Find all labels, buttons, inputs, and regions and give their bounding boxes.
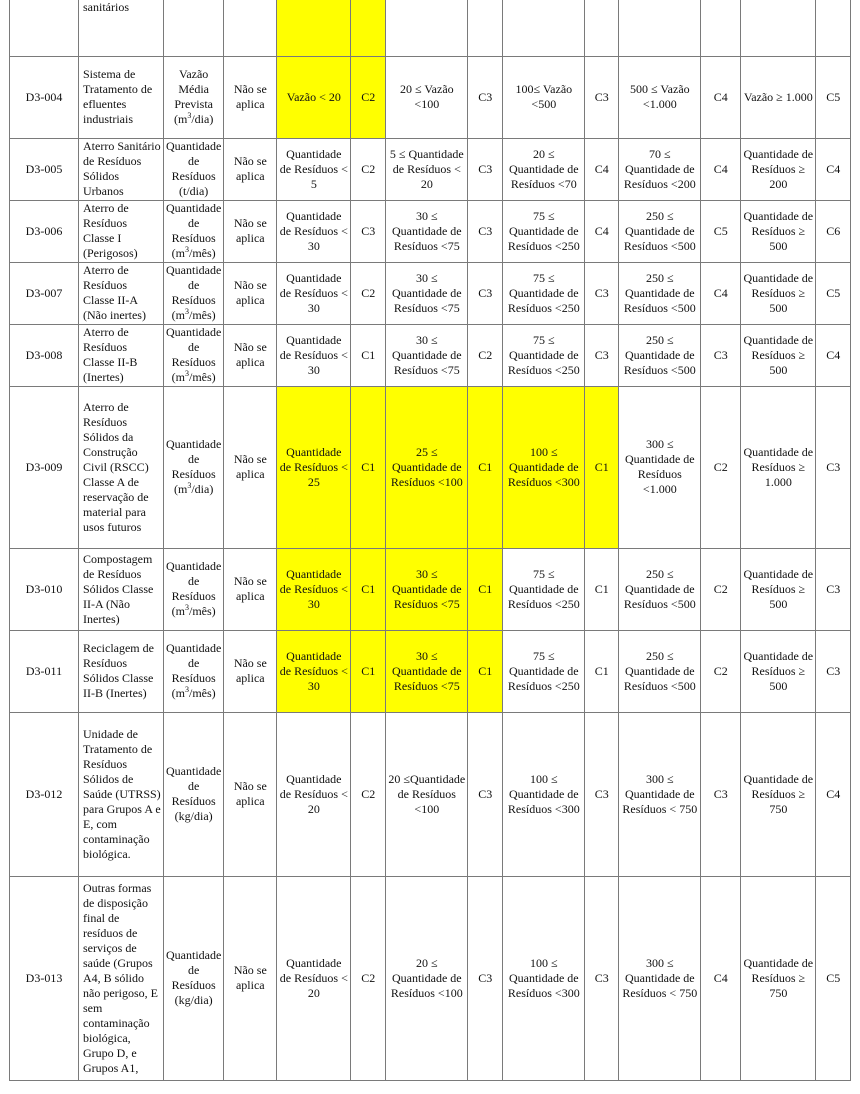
measurement-parameter: [164, 138, 224, 200]
small-size-criteria: Não se aplica: [224, 630, 277, 712]
small-size-criteria: [224, 0, 277, 56]
table-row: [10, 0, 851, 56]
activity-description: Unidade de Tratamento de Resíduos Sólidos de Saúde (UTRSS) para Grupos A e E, com contaminação biológica.: [79, 712, 164, 876]
range-class: C1: [468, 548, 503, 630]
range-class: C3: [468, 262, 503, 324]
parameter-label: Quantidade de Resíduos: [166, 764, 222, 808]
activity-code: D3-005: [10, 138, 79, 200]
parameter-label: Quantidade de Resíduos: [166, 325, 222, 369]
range-class: C3: [701, 712, 741, 876]
range-criteria: Quantidade de Resíduos ≥ 200: [741, 138, 816, 200]
range-class: C3: [585, 712, 619, 876]
unit-exponent: 3: [184, 245, 189, 254]
range-criteria: 25 ≤ Quantidade de Resíduos <100: [386, 386, 468, 548]
small-size-criteria: Não se aplica: [224, 876, 277, 1080]
range-criteria: Quantidade de Resíduos ≥ 750: [741, 876, 816, 1080]
activity-classification-table: [9, 0, 851, 1081]
range-criteria: Quantidade de Resíduos ≥ 500: [741, 630, 816, 712]
range-criteria: 75 ≤ Quantidade de Resíduos <250: [503, 548, 585, 630]
range-criteria: [277, 0, 351, 56]
parameter-unit: [179, 184, 208, 198]
range-criteria: 20 ≤ Quantidade de Resíduos <100: [386, 876, 468, 1080]
range-class: C3: [468, 138, 503, 200]
range-criteria: 100 ≤ Quantidade de Resíduos <300: [503, 386, 585, 548]
unit-exponent: 3: [184, 307, 189, 316]
activity-description: Aterro de Resíduos Sólidos da Construção Civil (RSCC) Classe A de reservação de material para usos futuros: [79, 386, 164, 548]
range-criteria: Quantidade de Resíduos ≥ 500: [741, 200, 816, 262]
range-class: [468, 0, 503, 56]
range-criteria: 250 ≤ Quantidade de Resíduos <500: [619, 200, 701, 262]
unit-end: /mês): [188, 308, 216, 322]
range-criteria: Quantidade de Resíduos < 20: [277, 712, 351, 876]
range-criteria: 30 ≤ Quantidade de Resíduos <75: [386, 324, 468, 386]
parameter-unit: [174, 112, 213, 126]
range-criteria: Quantidade de Resíduos < 5: [277, 138, 351, 200]
range-criteria: Quantidade de Resíduos ≥ 750: [741, 712, 816, 876]
range-criteria: 100 ≤ Quantidade de Resíduos <300: [503, 712, 585, 876]
small-size-criteria: Não se aplica: [224, 548, 277, 630]
unit-base: (m: [173, 112, 188, 126]
measurement-parameter: [164, 712, 224, 876]
range-class: C5: [701, 200, 741, 262]
measurement-parameter: [164, 630, 224, 712]
range-class: C4: [585, 138, 619, 200]
range-criteria: [741, 0, 816, 56]
activity-code: [10, 0, 79, 56]
range-class: C3: [468, 56, 503, 138]
range-class: C3: [816, 630, 851, 712]
range-criteria: Quantidade de Resíduos < 20: [277, 876, 351, 1080]
unit-end: /mês): [188, 370, 216, 384]
unit-base: (m: [171, 246, 185, 260]
range-criteria: 75 ≤ Quantidade de Resíduos <250: [503, 262, 585, 324]
unit-exponent: 3: [187, 481, 192, 490]
range-criteria: 30 ≤ Quantidade de Resíduos <75: [386, 548, 468, 630]
parameter-unit: [172, 308, 216, 322]
unit-exponent: 3: [184, 603, 189, 612]
range-class: C1: [351, 324, 386, 386]
table-row: [10, 712, 851, 876]
parameter-label: Quantidade de Resíduos: [166, 948, 222, 992]
range-class: C3: [468, 876, 503, 1080]
table-row: [10, 324, 851, 386]
range-criteria: Quantidade de Resíduos ≥ 500: [741, 262, 816, 324]
table-row: [10, 56, 851, 138]
range-class: C2: [351, 262, 386, 324]
range-criteria: 30 ≤ Quantidade de Resíduos <75: [386, 262, 468, 324]
range-class: C4: [816, 712, 851, 876]
range-criteria: 75 ≤ Quantidade de Resíduos <250: [503, 200, 585, 262]
range-class: C3: [816, 386, 851, 548]
range-criteria: 20 ≤ Quantidade de Resíduos <70: [503, 138, 585, 200]
unit-end: /dia): [191, 482, 214, 496]
range-criteria: 250 ≤ Quantidade de Resíduos <500: [619, 630, 701, 712]
small-size-criteria: Não se aplica: [224, 200, 277, 262]
activity-description: Reciclagem de Resíduos Sólidos Classe II-B (Inertes): [79, 630, 164, 712]
range-class: C1: [351, 630, 386, 712]
range-criteria: 100 ≤ Quantidade de Resíduos <300: [503, 876, 585, 1080]
activity-code: D3-004: [10, 56, 79, 138]
table-row: [10, 138, 851, 200]
parameter-unit: [175, 809, 213, 823]
parameter-label: Quantidade de Resíduos: [166, 263, 222, 307]
parameter-label: Quantidade de Resíduos: [166, 139, 222, 183]
measurement-parameter: [164, 324, 224, 386]
range-criteria: 300 ≤ Quantidade de Resíduos < 750: [619, 712, 701, 876]
range-class: C5: [816, 262, 851, 324]
range-class: C4: [701, 56, 741, 138]
range-class: C4: [585, 200, 619, 262]
range-class: C3: [585, 324, 619, 386]
unit-base: (m: [171, 308, 185, 322]
range-criteria: 5 ≤ Quantidade de Resíduos < 20: [386, 138, 468, 200]
range-class: C4: [701, 262, 741, 324]
activity-code: D3-013: [10, 876, 79, 1080]
range-criteria: 300 ≤ Quantidade de Resíduos < 750: [619, 876, 701, 1080]
parameter-unit: [172, 604, 216, 618]
range-class: C1: [351, 548, 386, 630]
parameter-label: Vazão Média Prevista: [174, 67, 213, 111]
range-criteria: [503, 0, 585, 56]
measurement-parameter: [164, 200, 224, 262]
range-criteria: Quantidade de Resíduos < 30: [277, 630, 351, 712]
activity-code: D3-009: [10, 386, 79, 548]
range-criteria: 250 ≤ Quantidade de Resíduos <500: [619, 262, 701, 324]
table-row: [10, 200, 851, 262]
activity-description: Sistema de Tratamento de efluentes industriais: [79, 56, 164, 138]
activity-description: Aterro de Resíduos Classe I (Perigosos): [79, 200, 164, 262]
range-class: C2: [701, 630, 741, 712]
unit-end: /dia): [191, 112, 214, 126]
range-criteria: 300 ≤ Quantidade de Resíduos <1.000: [619, 386, 701, 548]
range-class: C3: [585, 262, 619, 324]
range-criteria: Quantidade de Resíduos < 30: [277, 262, 351, 324]
range-criteria: 70 ≤ Quantidade de Resíduos <200: [619, 138, 701, 200]
range-class: C3: [468, 200, 503, 262]
unit-base: (kg/dia): [174, 809, 213, 823]
activity-description: Compostagem de Resíduos Sólidos Classe II-A (Não Inertes): [79, 548, 164, 630]
activity-code: D3-006: [10, 200, 79, 262]
range-criteria: 100≤ Vazão <500: [503, 56, 585, 138]
range-criteria: [386, 0, 468, 56]
range-criteria: 30 ≤ Quantidade de Resíduos <75: [386, 200, 468, 262]
range-class: C1: [585, 386, 619, 548]
range-class: C1: [468, 386, 503, 548]
activity-description: Outras formas de disposição final de resíduos de serviços de saúde (Grupos A4, B sólido não perigoso, E sem contaminação biológica, Grupo D, e Grupos A1,: [79, 876, 164, 1080]
range-criteria: 250 ≤ Quantidade de Resíduos <500: [619, 324, 701, 386]
small-size-criteria: Não se aplica: [224, 386, 277, 548]
range-class: C3: [585, 876, 619, 1080]
unit-base: (m: [171, 604, 185, 618]
unit-exponent: 3: [184, 685, 189, 694]
range-criteria: 75 ≤ Quantidade de Resíduos <250: [503, 324, 585, 386]
range-class: C2: [351, 56, 386, 138]
activity-description: sanitários: [79, 0, 164, 56]
measurement-parameter: [164, 262, 224, 324]
range-class: C4: [701, 876, 741, 1080]
range-criteria: Quantidade de Resíduos ≥ 1.000: [741, 386, 816, 548]
range-criteria: 20 ≤ Vazão <100: [386, 56, 468, 138]
measurement-parameter: [164, 386, 224, 548]
range-criteria: Quantidade de Resíduos < 30: [277, 324, 351, 386]
activity-description: Aterro de Resíduos Classe II-B (Inertes): [79, 324, 164, 386]
range-class: C2: [351, 876, 386, 1080]
range-class: C3: [351, 200, 386, 262]
activity-code: D3-010: [10, 548, 79, 630]
parameter-unit: [172, 246, 216, 260]
small-size-criteria: Não se aplica: [224, 324, 277, 386]
range-class: [701, 0, 741, 56]
activity-code: D3-012: [10, 712, 79, 876]
range-criteria: 20 ≤Quantidade de Resíduos <100: [386, 712, 468, 876]
small-size-criteria: Não se aplica: [224, 262, 277, 324]
range-criteria: Quantidade de Resíduos ≥ 500: [741, 548, 816, 630]
range-class: C3: [468, 712, 503, 876]
range-class: C5: [816, 56, 851, 138]
unit-exponent: 3: [184, 369, 189, 378]
range-class: C1: [585, 548, 619, 630]
activity-code: D3-008: [10, 324, 79, 386]
range-class: C2: [701, 386, 741, 548]
table-row: [10, 630, 851, 712]
range-class: [585, 0, 619, 56]
range-class: C4: [701, 138, 741, 200]
range-class: C1: [351, 386, 386, 548]
range-class: C1: [468, 630, 503, 712]
activity-code: D3-011: [10, 630, 79, 712]
small-size-criteria: Não se aplica: [224, 56, 277, 138]
range-criteria: Vazão ≥ 1.000: [741, 56, 816, 138]
range-criteria: 250 ≤ Quantidade de Resíduos <500: [619, 548, 701, 630]
table-row: [10, 262, 851, 324]
range-class: [351, 0, 386, 56]
unit-base: (m: [173, 482, 188, 496]
table-row: [10, 386, 851, 548]
unit-base: (m: [171, 686, 185, 700]
range-class: C4: [816, 138, 851, 200]
parameter-label: Quantidade de Resíduos: [166, 559, 222, 603]
range-criteria: Quantidade de Resíduos < 30: [277, 200, 351, 262]
parameter-unit: [172, 686, 216, 700]
range-criteria: 30 ≤ Quantidade de Resíduos <75: [386, 630, 468, 712]
unit-base: (t/dia): [178, 184, 209, 198]
range-class: C2: [468, 324, 503, 386]
activity-code: D3-007: [10, 262, 79, 324]
parameter-label: Quantidade de Resíduos: [166, 201, 222, 245]
measurement-parameter: [164, 876, 224, 1080]
parameter-unit: [172, 370, 216, 384]
range-criteria: [619, 0, 701, 56]
small-size-criteria: Não se aplica: [224, 712, 277, 876]
range-class: C3: [701, 324, 741, 386]
range-class: C2: [351, 138, 386, 200]
parameter-unit: [175, 993, 213, 1007]
range-class: C1: [585, 630, 619, 712]
range-class: C4: [816, 324, 851, 386]
measurement-parameter: [164, 0, 224, 56]
range-class: C3: [585, 56, 619, 138]
unit-base: (kg/dia): [174, 993, 213, 1007]
range-class: C2: [351, 712, 386, 876]
unit-end: /mês): [188, 246, 216, 260]
table-row: [10, 876, 851, 1080]
parameter-label: Quantidade de Resíduos: [166, 437, 222, 481]
parameter-label: Quantidade de Resíduos: [166, 641, 222, 685]
table-row: [10, 548, 851, 630]
range-class: C2: [701, 548, 741, 630]
range-class: C5: [816, 876, 851, 1080]
unit-end: /mês): [188, 604, 216, 618]
measurement-parameter: [164, 548, 224, 630]
unit-base: (m: [171, 370, 185, 384]
range-criteria: Vazão < 20: [277, 56, 351, 138]
range-criteria: 500 ≤ Vazão <1.000: [619, 56, 701, 138]
range-class: C6: [816, 200, 851, 262]
parameter-unit: [174, 482, 213, 496]
table-body: [10, 0, 851, 1080]
range-criteria: Quantidade de Resíduos < 30: [277, 548, 351, 630]
range-criteria: Quantidade de Resíduos < 25: [277, 386, 351, 548]
range-class: C3: [816, 548, 851, 630]
measurement-parameter: [164, 56, 224, 138]
unit-end: /mês): [188, 686, 216, 700]
range-criteria: Quantidade de Resíduos ≥ 500: [741, 324, 816, 386]
range-class: [816, 0, 851, 56]
range-criteria: 75 ≤ Quantidade de Resíduos <250: [503, 630, 585, 712]
small-size-criteria: Não se aplica: [224, 138, 277, 200]
unit-exponent: 3: [187, 111, 192, 120]
activity-description: Aterro de Resíduos Classe II-A (Não inertes): [79, 262, 164, 324]
activity-description: Aterro Sanitário de Resíduos Sólidos Urbanos: [79, 138, 164, 200]
